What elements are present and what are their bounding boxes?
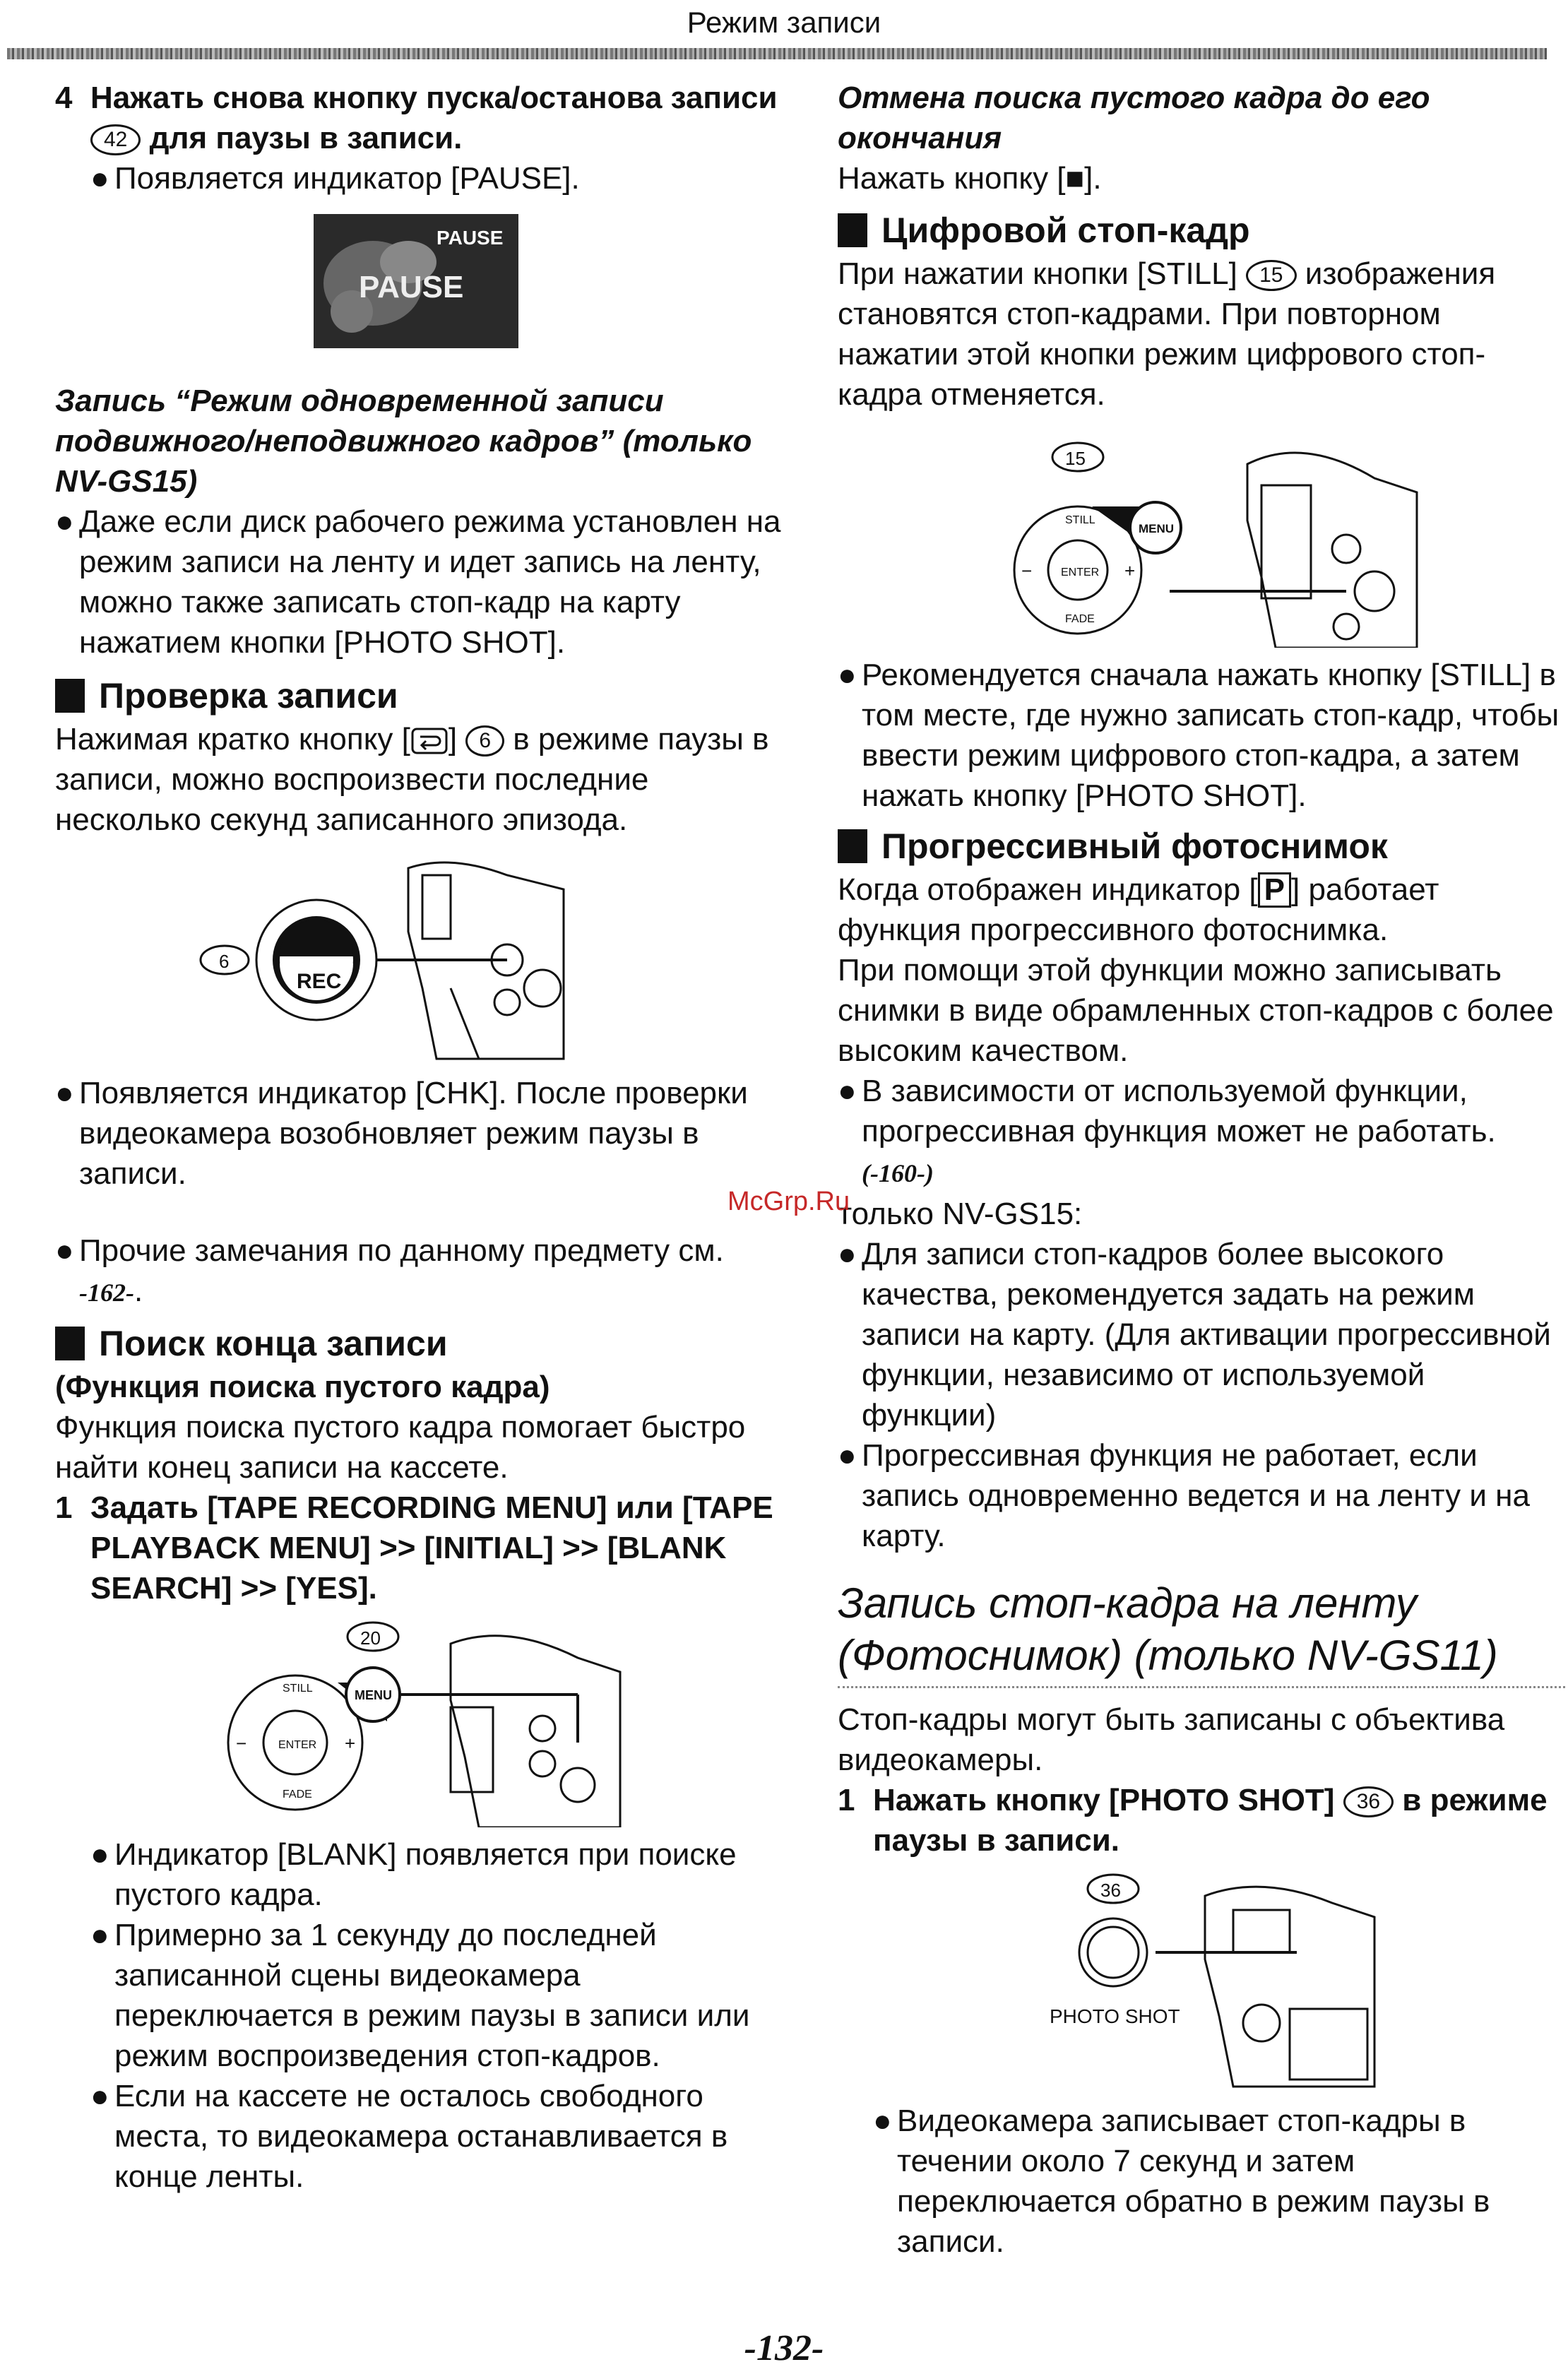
bullet-dot: ●	[90, 1918, 109, 1952]
bullet-text: Если на кассете не осталось свободного места, то видеокамера останавливается в конце ленты.	[114, 2079, 728, 2194]
only-gs15: только NV-GS15:	[838, 1197, 1083, 1231]
plus-label: +	[345, 1733, 356, 1754]
minus-label: −	[1021, 560, 1033, 581]
bullet-text: Примерно за 1 секунду до последней записанной сцены видеокамера переключается в режим паузы в записи или режим воспроизведения стоп-кадров.	[114, 1918, 750, 2073]
bullet-dot: ●	[838, 1074, 857, 1108]
page-header: Режим записи	[687, 6, 881, 39]
step-number: 1	[838, 1783, 855, 1817]
cancel-text: Нажать кнопку [■].	[838, 161, 1102, 196]
blank-bullets	[55, 1834, 790, 2197]
photo-shot-label: PHOTO SHOT	[1050, 2005, 1180, 2027]
cancel-title: Отмена поиска пустого кадра до его окончания	[838, 81, 1430, 155]
step-number: 4	[55, 81, 73, 115]
step-number: 1	[55, 1490, 73, 1525]
button-ref-badge: 15	[1246, 260, 1296, 291]
step-4	[55, 78, 790, 158]
bullet-other: ● Прочие замечания по данному предмету см. -162-.	[55, 1230, 790, 1313]
bullet-dot: ●	[55, 1233, 74, 1268]
page-ref: -162-	[79, 1279, 134, 1307]
bullet-still	[838, 655, 1565, 816]
prog-text-2: При помощи этой функции можно записывать снимки в виде обрамленных стоп-кадров с более высоким качеством.	[838, 953, 1554, 1068]
bullet-text: Даже если диск рабочего режима установлен на режим записи на ленту и идет запись на ленту, можно также записать стоп-кадр на карту нажатием кнопки [PHOTO SHOT].	[79, 504, 781, 660]
rec-button-figure	[55, 847, 790, 1066]
fade-label: FADE	[1065, 613, 1095, 625]
section-progressive	[838, 823, 1565, 870]
enter-label: ENTER	[278, 1739, 317, 1751]
bullet-dot: ●	[55, 1076, 74, 1110]
bullet-text: Прогрессивная функция не работает, если запись одновременно ведется и на ленту и на карту.	[862, 1438, 1530, 1553]
section-heading: Поиск конца записи	[99, 1324, 448, 1363]
bullet-dot: ●	[873, 2104, 892, 2138]
photo-shot-figure	[838, 1868, 1565, 2094]
bullet-text: Индикатор [BLANK] появляется при поиске пустого кадра.	[114, 1837, 737, 1912]
bullet-gs15-2	[838, 1435, 1565, 1556]
button-ref-badge: 6	[465, 725, 504, 757]
bullet-gs15-1	[838, 1234, 1565, 1435]
enter-label: ENTER	[1061, 566, 1100, 579]
bullet-photo	[838, 2101, 1565, 2262]
watermark: McGrp.Ru	[727, 1187, 850, 1216]
button-ref-badge: 36	[1343, 1786, 1394, 1817]
button-ref-badge: 42	[90, 124, 141, 155]
section-marker	[55, 679, 85, 713]
page-ref: (-160-)	[862, 1159, 934, 1187]
section-marker	[838, 829, 867, 863]
step-1-photo: 1 Нажать кнопку [PHOTO SHOT] 36 в режиме паузы в записи.	[838, 1780, 1565, 1861]
page-number: -132-	[744, 2328, 824, 2368]
bullet-dot: ●	[838, 1237, 857, 1271]
menu-button-figure	[55, 1615, 790, 1827]
bullet-blank-1	[90, 1834, 790, 1915]
bullet-dot: ●	[90, 161, 109, 196]
step-text: Задать [TAPE RECORDING MENU] или [TAPE PLAYBACK MENU] >> [INITIAL] >> [BLANK SEARCH] >> [YES].	[90, 1490, 773, 1606]
pause-screen-image	[55, 206, 790, 354]
bullet-dot: ●	[838, 658, 857, 692]
step-text: Нажать снова кнопку пуска/останова записи	[90, 81, 778, 115]
plus-label: +	[1124, 560, 1136, 581]
review-icon	[410, 727, 449, 755]
photo-text: Стоп-кадры могут быть записаны с объектива видеокамеры.	[838, 1702, 1505, 1777]
bullet-blank-3	[90, 2076, 790, 2197]
rec-label: REC	[297, 970, 342, 993]
step-text-end: для паузы в записи.	[149, 121, 463, 155]
progressive-indicator-icon: P	[1258, 872, 1291, 908]
menu-label: MENU	[355, 1688, 392, 1702]
left-column	[55, 78, 790, 2197]
step-1-blank	[55, 1488, 790, 1608]
bullet-text: Для записи стоп-кадров более высокого качества, рекомендуется задать на режим записи на карту. (Для активации прогрессивной функции, независимо от используемой функции)	[862, 1237, 1551, 1432]
bullet-text: Появляется индикатор [CHK]. После проверки видеокамера возобновляет режим паузы в записи.	[79, 1076, 748, 1191]
right-column	[838, 78, 1565, 2262]
still-label: STILL	[1065, 514, 1095, 526]
section-heading: Проверка записи	[99, 676, 398, 716]
bullet-dot: ●	[90, 2079, 109, 2113]
header-bar	[7, 48, 1547, 59]
bullet-text: Рекомендуется сначала нажать кнопку [STILL] в том месте, где нужно записать стоп-кадр, чтобы ввести режим цифрового стоп-кадра, а затем нажать кнопку [PHOTO SHOT].	[862, 658, 1560, 813]
bullet-simul	[55, 502, 790, 663]
fade-label: FADE	[283, 1788, 312, 1800]
section-heading: Цифровой стоп-кадр	[881, 210, 1250, 250]
bullet-pause	[55, 158, 790, 198]
still-text: При нажатии кнопки [STILL] 15 изображения становятся стоп-кадрами. При повторном нажатии этой кнопки режим цифрового стоп-кадра отменяется.	[838, 256, 1496, 412]
bullet-chk	[55, 1073, 790, 1194]
bullet-prog: ● В зависимости от используемой функции, прогрессивная функция может не работать. (-160-)	[838, 1071, 1565, 1194]
figure-badge: 6	[219, 951, 230, 972]
search-subheading: (Функция поиска пустого кадра)	[55, 1370, 550, 1404]
search-text: Функция поиска пустого кадра помогает быстро найти конец записи на кассете.	[55, 1410, 746, 1485]
section-check-recording	[55, 672, 790, 719]
section-digital-still	[838, 207, 1565, 254]
section-marker	[55, 1327, 85, 1360]
bullet-text: Появляется индикатор [PAUSE].	[114, 161, 580, 196]
minus-label: −	[236, 1733, 247, 1754]
bullet-dot: ●	[55, 504, 74, 539]
figure-badge: 15	[1065, 448, 1086, 469]
pause-small-label: PAUSE	[436, 227, 504, 249]
bullet-blank-2	[90, 1915, 790, 2076]
section-marker	[838, 213, 867, 247]
bullet-text: Видеокамера записывает стоп-кадры в течении около 7 секунд и затем переключается обратно в режим паузы в записи.	[897, 2104, 1490, 2259]
menu-label: MENU	[1139, 522, 1175, 535]
check-text: Нажимая кратко кнопку [ ] 6 в режиме паузы в записи, можно воспроизвести последние несколько секунд записанного эпизода.	[55, 722, 769, 837]
still-label: STILL	[283, 1683, 313, 1695]
section-blank-search	[55, 1320, 790, 1367]
title-rule	[838, 1686, 1565, 1688]
bullet-dot: ●	[90, 1837, 109, 1872]
simul-title: Запись “Режим одновременной записи подвижного/неподвижного кадров” (только NV-GS15)	[55, 384, 752, 499]
figure-badge: 36	[1100, 1880, 1121, 1901]
still-button-figure	[838, 422, 1565, 648]
prog-text: Когда отображен индикатор [ P ] работает функция прогрессивного фотоснимка.	[838, 872, 1439, 947]
bullet-dot: ●	[838, 1438, 857, 1473]
section-heading: Прогрессивный фотоснимок	[881, 826, 1388, 866]
photo-shot-title: Запись стоп-кадра на ленту (Фотоснимок) (только NV-GS11)	[838, 1579, 1498, 1679]
figure-badge: 20	[360, 1627, 381, 1649]
pause-big-label: PAUSE	[359, 270, 464, 304]
